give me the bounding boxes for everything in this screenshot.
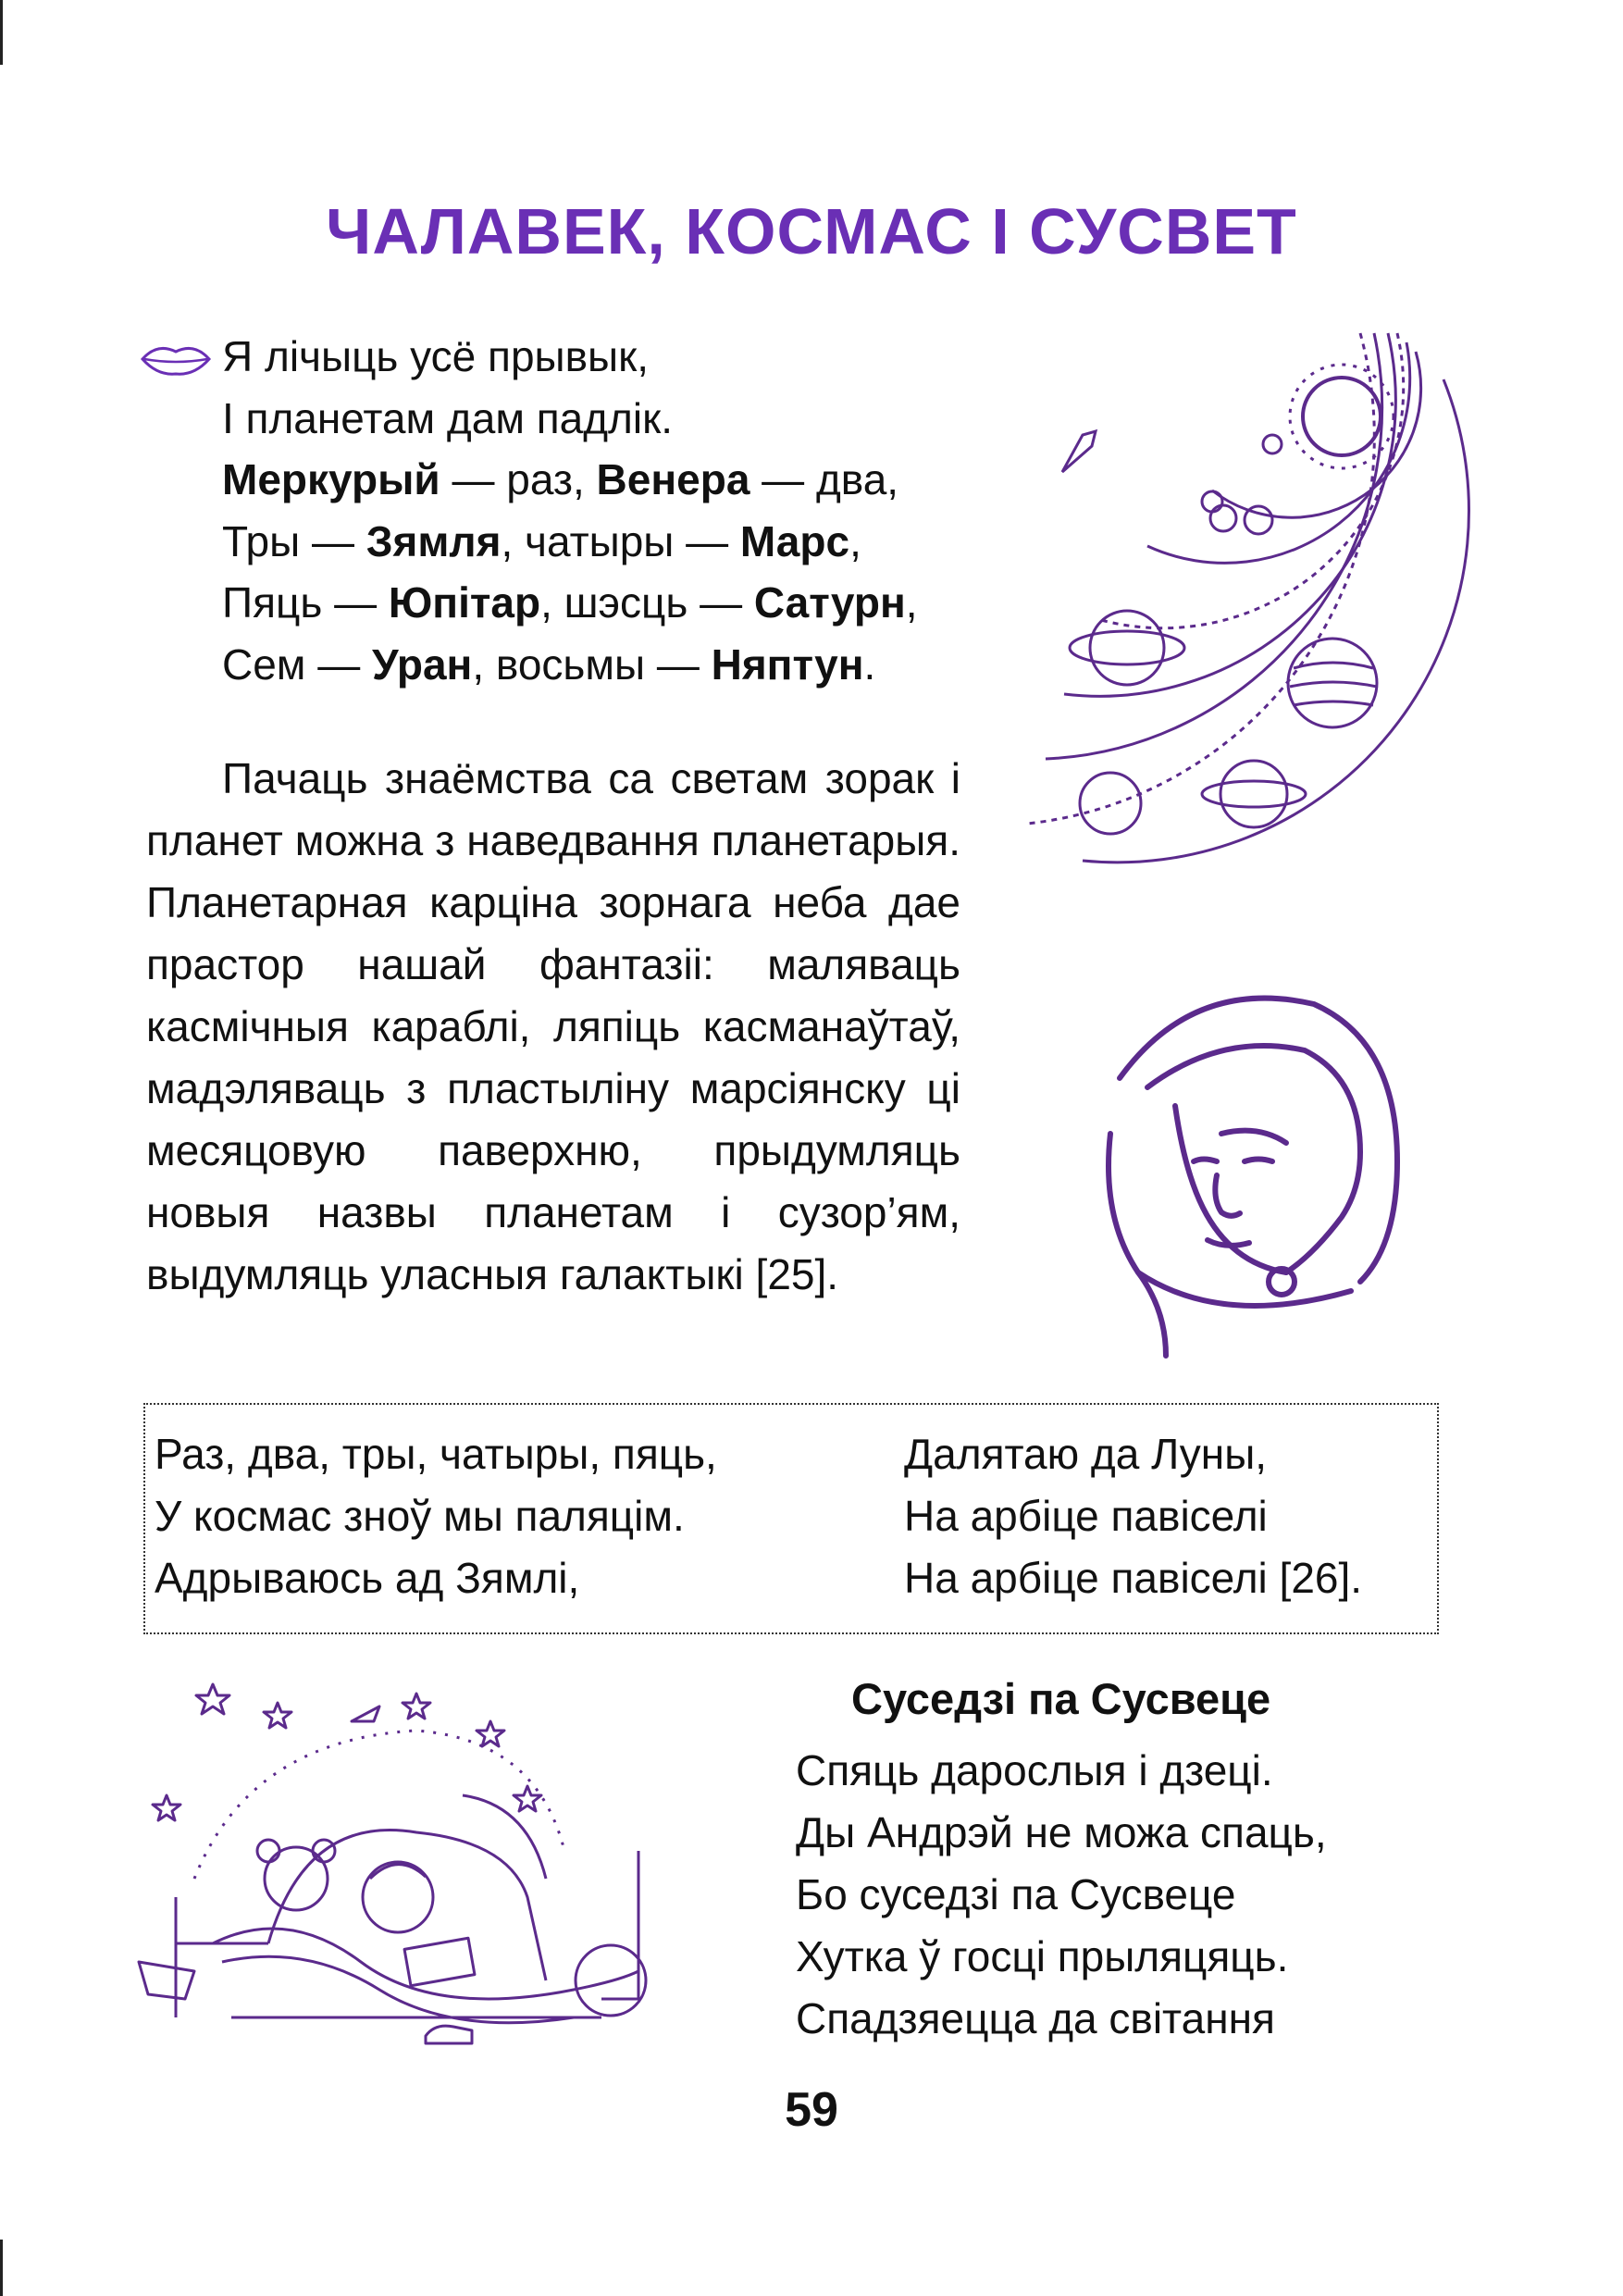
rhyme-column-right [904, 1423, 1362, 1609]
poem-line: Ды Андрэй не можа спаць, [796, 1808, 1327, 1856]
poem-text: — раз, [440, 455, 597, 503]
rhyme-line: На арбіце павіселі [26]. [904, 1554, 1363, 1602]
page-number: 59 [785, 2083, 838, 2137]
poem-text: , шэсць — [540, 578, 754, 627]
poem-text: Тры — [222, 516, 366, 565]
rhyme-line: У космас зноў мы паляцім. [155, 1492, 685, 1540]
rhyme-line: Раз, два, тры, чатыры, пяць, [155, 1430, 717, 1478]
poem-neighbors [796, 1740, 1327, 2050]
poem-text: Сем — [222, 639, 372, 689]
poem-text: — два, [750, 455, 899, 503]
poem-line: І планетам дам падлік. [222, 393, 674, 442]
poem-planets [222, 326, 918, 695]
child-in-bed-illustration [139, 1666, 685, 2054]
poem-line: Спяць дарослыя і дзеці. [796, 1746, 1273, 1794]
poem-text: Пяць — [222, 578, 389, 627]
planet-name: Меркурый [222, 455, 440, 503]
prose-paragraph: Пачаць знаёмства са светам зорак і планет можна з наведвання планетарыя. Планетарная карціна зорнага неба дае прастор нашай фантазіі: маляваць касмічныя караблі, ляпіць касманаўтаў, мадэляваць з пластыліну марсіянску ці месяцовую паверхню, прыдумляць новыя назвы планетам і сузор’ям, выдумляць уласныя галактыкі [25]. [146, 754, 960, 1298]
planet-name: Юпітар [388, 578, 541, 627]
poem-text: . [863, 639, 876, 689]
planet-name: Зямля [365, 516, 502, 565]
rhyme-line: Далятаю да Луны, [904, 1430, 1268, 1478]
page-title: ЧАЛАВЕК, КОСМАС І СУСВЕТ [326, 195, 1297, 267]
poem-line: Я лічыць усё прывык, [222, 332, 649, 380]
poem-line [222, 634, 918, 696]
poem-line: Спадзяецца да світання [796, 1994, 1275, 2042]
planet-name: Венера [596, 455, 750, 503]
poem-line: Хутка ў госці прыляцяць. [796, 1932, 1289, 1980]
poem-title: Суседзі па Сусвеце [851, 1674, 1271, 1723]
lips-icon [141, 341, 211, 378]
poem-line [222, 511, 918, 573]
rhyme-box [143, 1403, 1439, 1634]
poem-text: , чатыры — [501, 516, 740, 565]
planet-name: Няптун [711, 639, 864, 689]
poem-line [222, 572, 918, 634]
crop-mark-bottom [0, 2240, 3, 2296]
poem-text: , восьмы — [472, 639, 712, 689]
rhyme-line: Адрываюсь ад Зямлі, [155, 1554, 580, 1602]
astronaut-illustration [1083, 976, 1406, 1365]
rhyme-column-left [155, 1423, 717, 1609]
poem-line: Бо суседзі па Сусвеце [796, 1870, 1236, 1918]
poem-line [222, 449, 918, 511]
planet-name: Марс [739, 516, 850, 565]
poem-text: , [849, 516, 861, 565]
poem-text: , [905, 578, 918, 627]
planet-name: Сатурн [753, 578, 906, 627]
planet-name: Уран [372, 639, 473, 689]
solar-system-illustration [1027, 342, 1453, 861]
crop-mark-top [0, 0, 3, 65]
rhyme-line: На арбіце павіселі [904, 1492, 1268, 1540]
